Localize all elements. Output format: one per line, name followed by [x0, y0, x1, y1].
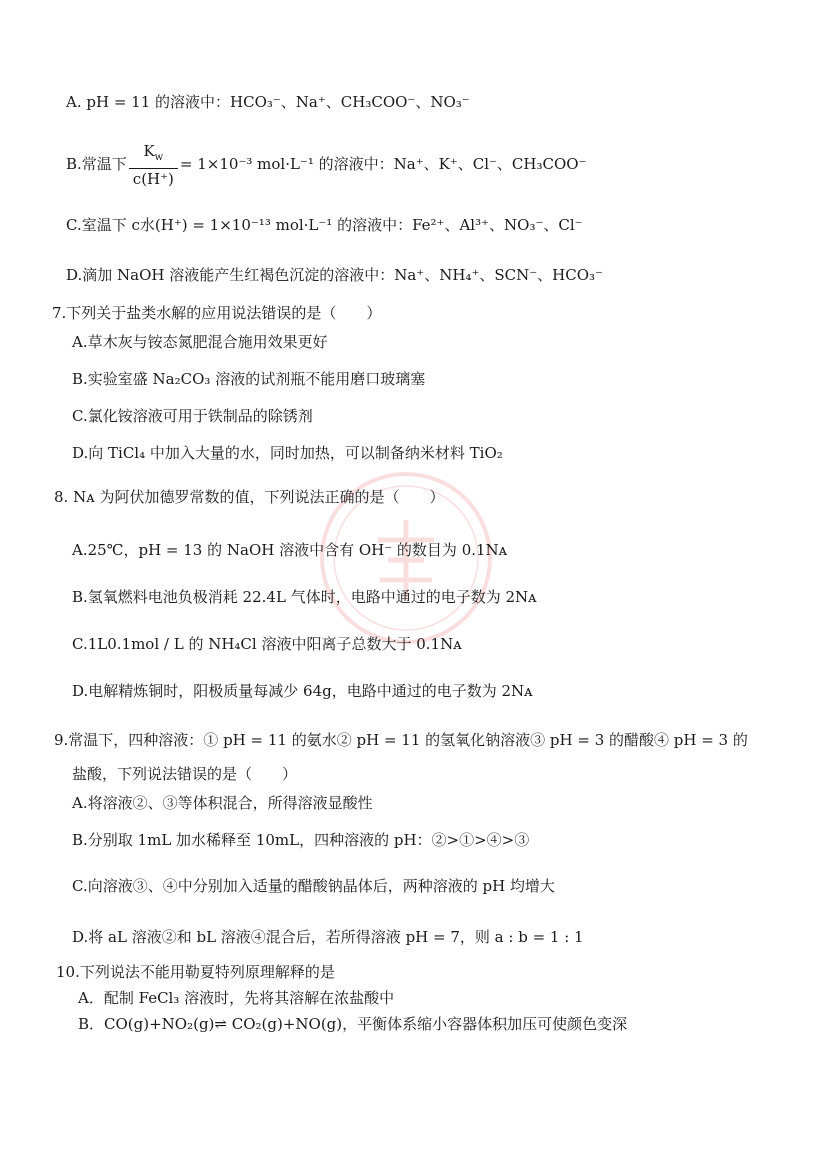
q8-option-b: B.氢氧燃料电池负极消耗 22.4L 气体时，电路中通过的电子数为 2Nᴀ [72, 588, 537, 606]
q9-stem-line1: 9.常温下，四种溶液：① pH = 11 的氨水② pH = 11 的氢氧化钠溶液③ pH = 3 的醋酸④ pH = 3 的 [54, 731, 748, 749]
q9-stem-line2: 盐酸，下列说法错误的是（ ） [72, 765, 298, 783]
fraction-numerator: K [143, 142, 155, 160]
q7-option-a: A.草木灰与铵态氮肥混合施用效果更好 [72, 333, 328, 351]
q6-option-c: C.室温下 c水(H⁺) = 1×10⁻¹³ mol·L⁻¹ 的溶液中：Fe²⁺、Al³⁺、NO₃⁻、Cl⁻ [66, 216, 583, 234]
q9-option-a: A.将溶液②、③等体积混合，所得溶液显酸性 [72, 794, 373, 812]
q10-option-b: B．CO(g)+NO₂(g)⇌ CO₂(g)+NO(g)，平衡体系缩小容器体积加压可使颜色变深 [78, 1015, 628, 1033]
q9-option-b: B.分别取 1mL 加水稀释至 10mL，四种溶液的 pH：②>①>④>③ [72, 831, 530, 849]
q8-option-c: C.1L0.1mol / L 的 NH₄Cl 溶液中阳离子总数大于 0.1Nᴀ [72, 635, 462, 653]
fraction-denominator: c(H⁺) [132, 170, 174, 188]
q10-stem: 10.下列说法不能用勒夏特列原理解释的是 [56, 963, 335, 981]
q8-stem: 8. Nᴀ 为阿伏加德罗常数的值，下列说法正确的是（ ） [54, 488, 445, 506]
q7-option-d: D.向 TiCl₄ 中加入大量的水，同时加热，可以制备纳米材料 TiO₂ [72, 444, 503, 462]
q7-option-b: B.实验室盛 Na₂CO₃ 溶液的试剂瓶不能用磨口玻璃塞 [72, 370, 426, 388]
q10-option-a: A．配制 FeCl₃ 溶液时，先将其溶解在浓盐酸中 [78, 989, 395, 1007]
kw-fraction [129, 142, 178, 188]
q6-option-b-suffix: = 1×10⁻³ mol·L⁻¹ 的溶液中：Na⁺、K⁺、Cl⁻、CH₃COO⁻ [179, 155, 587, 173]
q9-option-c: C.向溶液③、④中分别加入适量的醋酸钠晶体后，两种溶液的 pH 均增大 [72, 877, 555, 895]
q7-stem: 7.下列关于盐类水解的应用说法错误的是（ ） [52, 304, 382, 322]
q6-option-d: D.滴加 NaOH 溶液能产生红褐色沉淀的溶液中：Na⁺、NH₄⁺、SCN⁻、HCO₃⁻ [66, 266, 603, 284]
q6-option-b [66, 142, 586, 188]
q7-option-c: C.氯化铵溶液可用于铁制品的除锈剂 [72, 407, 313, 425]
q8-option-a: A.25℃，pH = 13 的 NaOH 溶液中含有 OH⁻ 的数目为 0.1Nᴀ [72, 541, 508, 559]
q6-option-b-prefix: B.常温下 [66, 155, 127, 173]
q6-option-a: A. pH = 11 的溶液中：HCO₃⁻、Na⁺、CH₃COO⁻、NO₃⁻ [66, 93, 470, 111]
q8-option-d: D.电解精炼铜时，阳极质量每减少 64g，电路中通过的电子数为 2Nᴀ [72, 682, 533, 700]
q9-option-d: D.将 aL 溶液②和 bL 溶液④混合后，若所得溶液 pH = 7，则 a : b = 1 : 1 [72, 928, 584, 946]
fraction-numerator-sub: w [154, 152, 164, 163]
